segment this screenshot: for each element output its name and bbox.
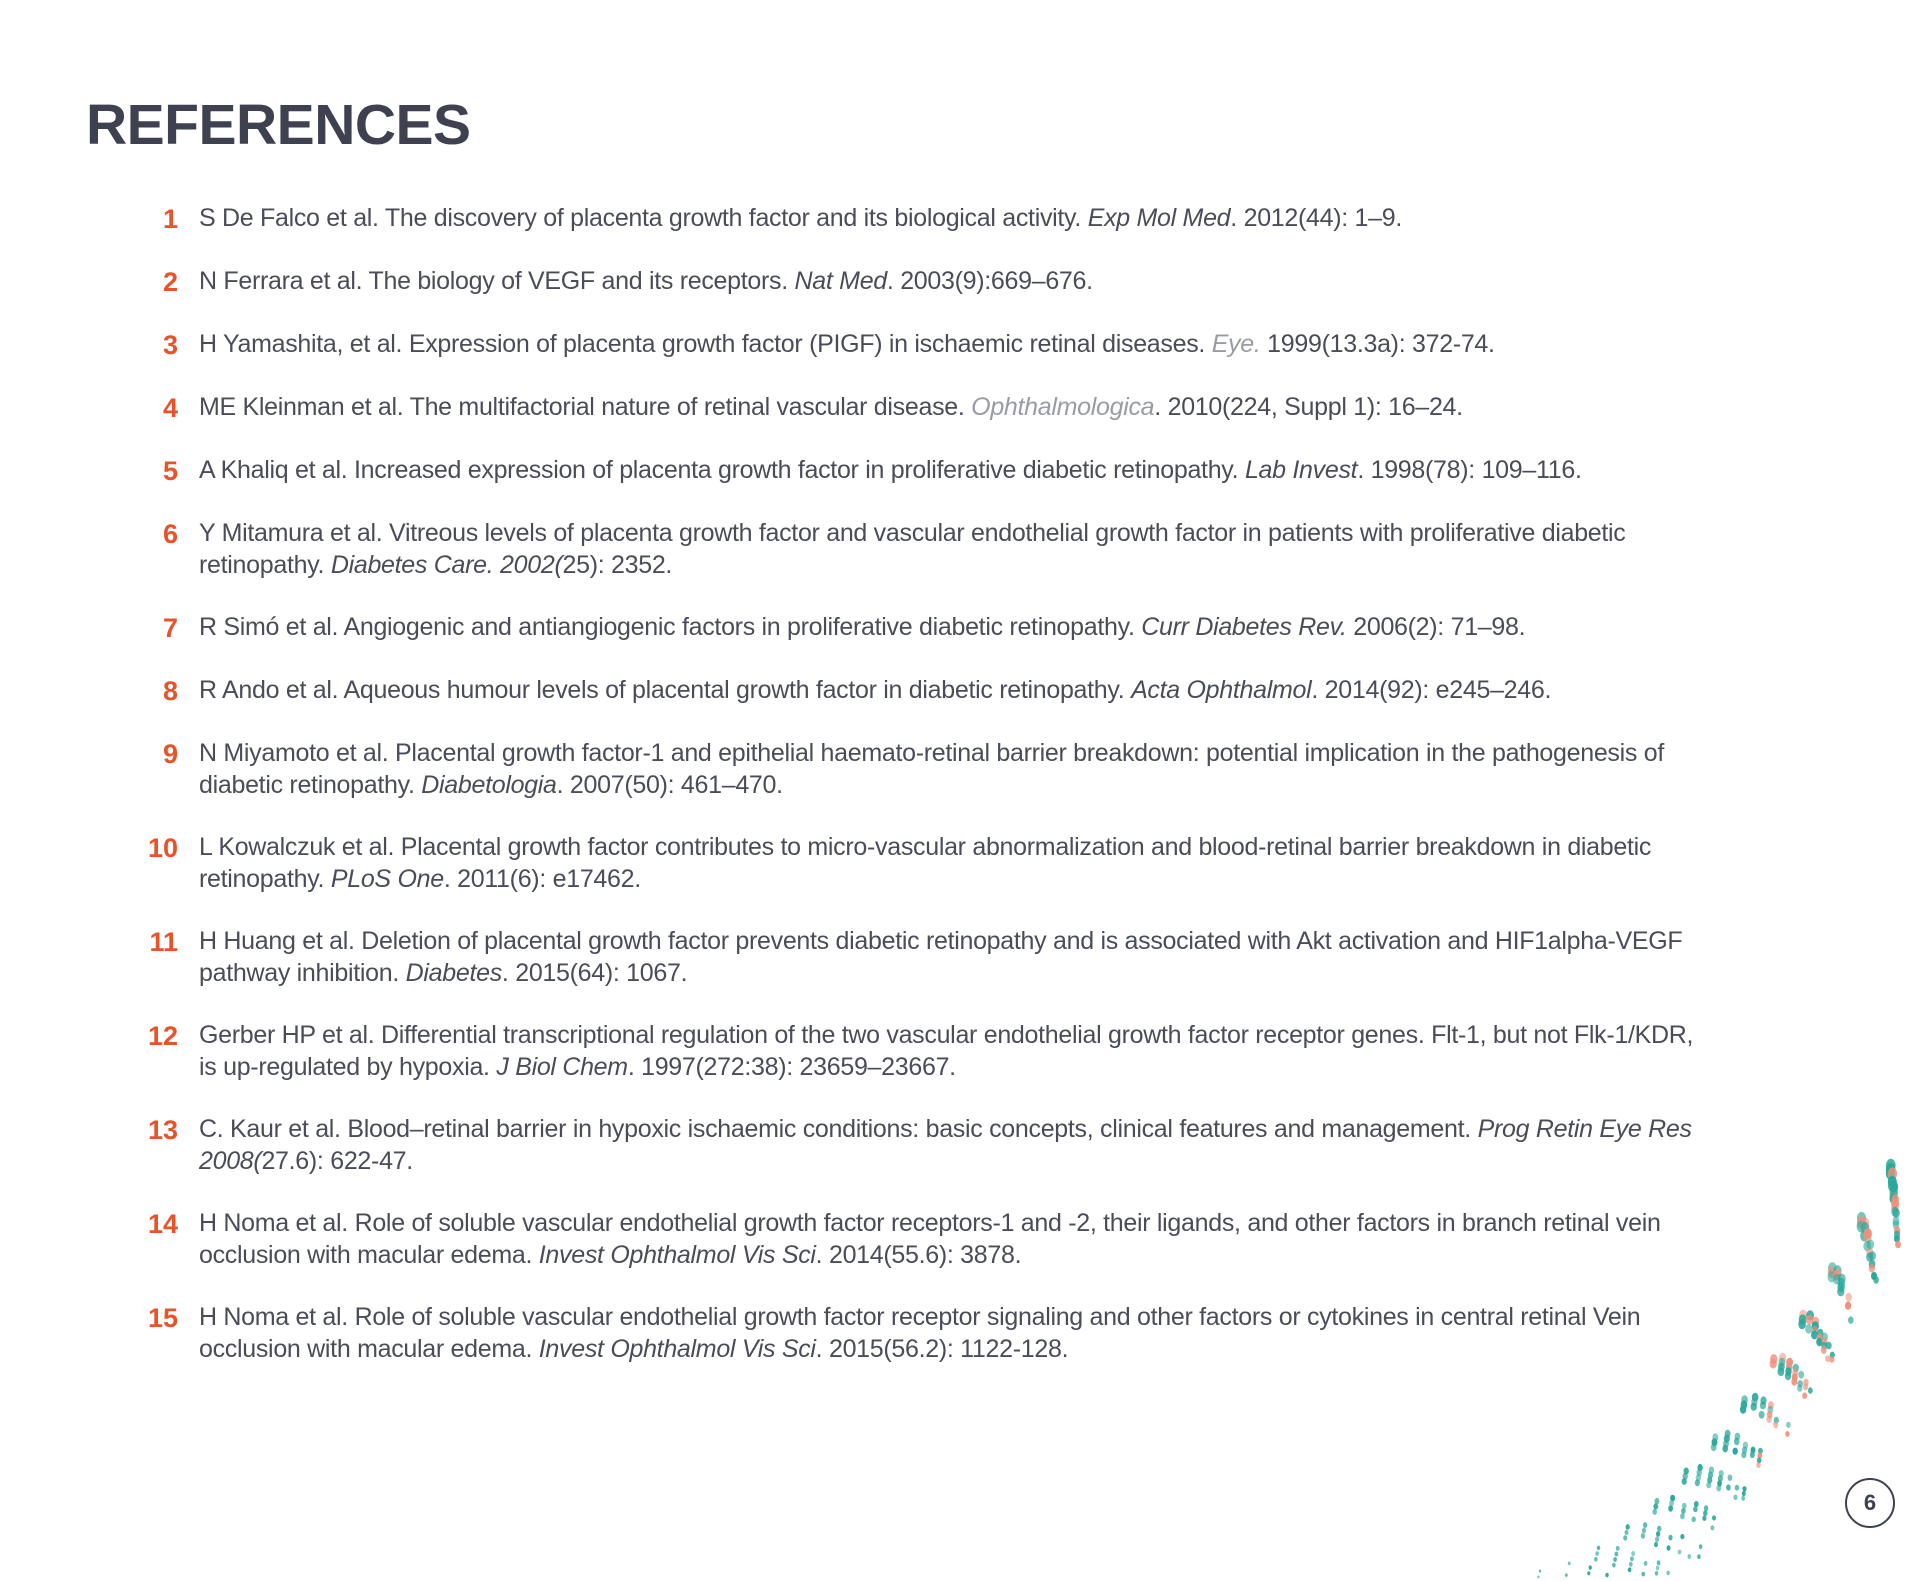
decorative-dot xyxy=(1742,1491,1746,1496)
citation-details: . 2003(9):669–676. xyxy=(886,267,1093,295)
decorative-dot xyxy=(1805,1324,1812,1334)
reference-item-7 xyxy=(138,612,1698,644)
decorative-dot xyxy=(1821,1346,1827,1354)
decorative-dot xyxy=(1785,1431,1789,1437)
decorative-dot xyxy=(1657,1560,1661,1565)
citation-text: A Khaliq et al. Increased expression of placenta growth factor in proliferative diabetic retinopathy. xyxy=(199,456,1245,484)
decorative-dot xyxy=(1873,1276,1879,1284)
decorative-dot xyxy=(1728,1475,1733,1481)
decorative-dot xyxy=(1626,1524,1630,1530)
decorative-dot xyxy=(1667,1571,1670,1576)
decorative-dot xyxy=(1742,1486,1746,1491)
decorative-dot xyxy=(1786,1422,1791,1428)
decorative-dot xyxy=(1688,1554,1692,1559)
decorative-dot xyxy=(1845,1293,1852,1302)
decorative-dot xyxy=(1628,1567,1632,1572)
reference-citation xyxy=(199,329,1698,361)
reference-citation xyxy=(199,612,1698,644)
reference-number: 11 xyxy=(149,927,178,957)
citation-text: R Simó et al. Angiogenic and antiangiogenic factors in proliferative diabetic retinopathy. xyxy=(199,613,1142,641)
reference-citation xyxy=(199,266,1698,298)
decorative-dot xyxy=(1699,1544,1703,1549)
decorative-dot xyxy=(1735,1485,1739,1491)
decorative-dot xyxy=(1565,1573,1568,1577)
reference-number: 9 xyxy=(162,739,178,769)
citation-text: C. Kaur et al. Blood–retinal barrier in hypoxic ischaemic conditions: basic concepts, clinical features and management. xyxy=(199,1115,1478,1143)
citation-details: . 2007(50): 461–470. xyxy=(556,770,783,799)
decorative-dot xyxy=(1711,1443,1717,1451)
reference-item-4 xyxy=(138,392,1698,424)
decorative-dot xyxy=(1594,1557,1597,1562)
decorative-dot xyxy=(1759,1411,1765,1419)
reference-citation xyxy=(199,203,1698,235)
reference-item-1 xyxy=(138,203,1698,235)
decorative-dot xyxy=(1829,1356,1834,1363)
decorative-dot xyxy=(1595,1551,1598,1556)
citation-details: . 2014(92): e245–246. xyxy=(1311,676,1552,704)
decorative-dot xyxy=(1668,1505,1673,1511)
decorative-dot xyxy=(1703,1510,1707,1516)
decorative-dot xyxy=(1778,1367,1785,1376)
decorative-dot xyxy=(1837,1287,1844,1297)
citation-details: . 2015(56.2): 1122-128. xyxy=(815,1334,1069,1363)
decorative-dot xyxy=(1537,1576,1539,1579)
decorative-dot xyxy=(1654,1542,1658,1547)
decorative-dot xyxy=(1605,1573,1608,1578)
citation-details: . 2011(6): e17462. xyxy=(443,864,641,893)
journal-name: Diabetes xyxy=(405,958,502,987)
citation-text: N Ferrara et al. The biology of VEGF and its receptors. xyxy=(199,267,795,295)
decorative-dot xyxy=(1656,1531,1660,1537)
citation-details: . 2015(64): 1067. xyxy=(501,958,688,987)
reference-number: 15 xyxy=(147,1303,178,1333)
journal-name: Prog Retin Eye Res 2008( xyxy=(199,1115,1692,1175)
decorative-dot xyxy=(1734,1438,1740,1446)
decorative-dot xyxy=(1750,1452,1755,1459)
decorative-dot xyxy=(1751,1403,1757,1411)
decorative-dot xyxy=(1568,1562,1571,1566)
reference-number: 10 xyxy=(147,833,178,863)
journal-name: Curr Diabetes Rev. xyxy=(1141,613,1347,641)
decorative-dot xyxy=(1667,1545,1671,1550)
reference-number: 14 xyxy=(147,1209,178,1239)
decorative-dot xyxy=(1704,1505,1708,1511)
decorative-dot xyxy=(1655,1536,1659,1542)
decorative-dot xyxy=(1869,1264,1875,1273)
decorative-dot xyxy=(1806,1315,1814,1325)
decorative-dot xyxy=(1644,1561,1648,1566)
reference-number: 5 xyxy=(162,456,178,486)
decorative-dot xyxy=(1803,1383,1808,1390)
journal-name: Exp Mol Med xyxy=(1087,204,1231,232)
reference-citation xyxy=(199,738,1698,801)
decorative-dot xyxy=(1653,1503,1658,1509)
decorative-dot xyxy=(1615,1552,1619,1557)
decorative-dot xyxy=(1791,1378,1797,1386)
decorative-dot xyxy=(1642,1572,1646,1577)
decorative-dot xyxy=(1773,1421,1778,1428)
decorative-dot xyxy=(1798,1371,1804,1379)
decorative-dot xyxy=(1695,1479,1700,1486)
decorative-dot xyxy=(1631,1551,1635,1556)
reference-citation xyxy=(199,1020,1698,1083)
decorative-dot xyxy=(1722,1445,1728,1453)
reference-item-11 xyxy=(138,926,1698,989)
reference-item-14 xyxy=(138,1208,1698,1271)
decorative-dot xyxy=(1643,1522,1647,1528)
reference-citation xyxy=(199,392,1698,424)
decorative-dot xyxy=(1589,1565,1592,1569)
citation-details: . 2010(224, Suppl 1): 16–24. xyxy=(1154,393,1463,421)
citation-text: H Huang et al. Deletion of placental growth factor prevents diabetic retinopathy and is associated with Akt activation and HIF1alpha-VEGF pathway inhibition. xyxy=(199,927,1683,987)
reference-number: 1 xyxy=(162,204,178,234)
journal-name: PLoS One xyxy=(330,864,444,893)
decorative-dot xyxy=(1869,1251,1876,1260)
reference-citation xyxy=(199,1302,1698,1365)
citation-text: S De Falco et al. The discovery of placenta growth factor and its biological activity. xyxy=(199,204,1088,232)
reference-citation xyxy=(199,1114,1698,1177)
decorative-dot xyxy=(1845,1302,1851,1310)
journal-name: Lab Invest xyxy=(1244,456,1358,484)
citation-details: 2006(2): 71–98. xyxy=(1346,613,1526,641)
decorative-dot xyxy=(1797,1385,1802,1392)
reference-item-9 xyxy=(138,738,1698,801)
reference-number: 12 xyxy=(147,1021,178,1051)
decorative-dot xyxy=(1680,1513,1685,1519)
reference-item-6 xyxy=(138,518,1698,581)
decorative-dot xyxy=(1711,1525,1715,1530)
decorative-dot xyxy=(1741,1496,1745,1501)
citation-details: . 2014(55.6): 3878. xyxy=(815,1240,1022,1269)
references-list xyxy=(138,203,1698,1396)
decorative-dot xyxy=(1612,1563,1616,1568)
decorative-dot xyxy=(1642,1528,1646,1534)
citation-details: . 2012(44): 1–9. xyxy=(1230,204,1403,232)
decorative-dot xyxy=(1740,1405,1746,1414)
journal-name: Eye. xyxy=(1211,330,1261,358)
decorative-dot xyxy=(1625,1530,1629,1535)
decorative-dot xyxy=(1678,1550,1682,1555)
citation-details: . 1998(78): 109–116. xyxy=(1357,456,1582,484)
reference-item-12 xyxy=(138,1020,1698,1083)
citation-text: ME Kleinman et al. The multifactorial nature of retinal vascular disease. xyxy=(199,393,972,421)
reference-citation xyxy=(199,518,1698,581)
decorative-dot xyxy=(1692,1516,1696,1522)
reference-item-3 xyxy=(138,329,1698,361)
citation-details: 25): 2352. xyxy=(562,550,673,579)
decorative-dot xyxy=(1655,1498,1660,1504)
decorative-dot xyxy=(1802,1392,1807,1399)
decorative-dot xyxy=(1668,1535,1672,1541)
citation-text: R Ando et al. Aqueous humour levels of placental growth factor in diabetic retinopathy. xyxy=(199,676,1132,704)
citation-text: H Yamashita, et al. Expression of placenta growth factor (PIGF) in ischaemic retinal diseases. xyxy=(199,330,1212,358)
reference-item-10 xyxy=(138,832,1698,895)
reference-item-5 xyxy=(138,455,1698,487)
journal-name: Invest Ophthalmol Vis Sci xyxy=(538,1240,816,1269)
decorative-dot xyxy=(1681,1508,1686,1514)
reference-citation xyxy=(199,455,1698,487)
journal-name: Diabetes Care. 2002( xyxy=(330,550,563,579)
journal-name: Diabetologia xyxy=(421,770,557,799)
citation-details: . 1997(272:38): 23659–23667. xyxy=(627,1052,956,1081)
decorative-dot xyxy=(1702,1515,1706,1521)
citation-details: 1999(13.3a): 372-74. xyxy=(1260,330,1495,358)
reference-number: 6 xyxy=(162,519,178,549)
decorative-dot xyxy=(1785,1372,1791,1380)
journal-name: Acta Ophthalmol xyxy=(1131,676,1312,704)
decorative-dot xyxy=(1623,1535,1627,1540)
decorative-dot xyxy=(1712,1515,1716,1520)
decorative-dot xyxy=(1706,1482,1711,1489)
decorative-dot xyxy=(1726,1484,1731,1490)
decorative-dot xyxy=(1808,1387,1813,1394)
reference-number: 7 xyxy=(162,613,178,643)
decorative-dot xyxy=(1826,1342,1832,1350)
page-number-badge: 6 xyxy=(1845,1478,1895,1528)
decorative-dot xyxy=(1641,1533,1645,1539)
citation-text: H Noma et al. Role of soluble vascular endothelial growth factor receptor signaling and other factors or cytokines in central retinal Vein occlusion with macular edema. xyxy=(199,1303,1641,1363)
decorative-dot xyxy=(1733,1448,1738,1455)
citation-text: L Kowalczuk et al. Placental growth factor contributes to micro-vascular abnormalization and blood-retinal barrier breakdown in diabetic retinopathy. xyxy=(199,833,1652,893)
decorative-dot xyxy=(1682,1478,1687,1485)
decorative-dot xyxy=(1587,1571,1590,1575)
decorative-dot xyxy=(1895,1241,1901,1249)
decorative-dot xyxy=(1716,1485,1721,1491)
decorative-dot xyxy=(1798,1319,1806,1329)
decorative-dot xyxy=(1616,1546,1620,1551)
decorative-dot xyxy=(1597,1546,1601,1551)
citation-text: Gerber HP et al. Differential transcriptional regulation of the two vascular endothelial growth factor receptor genes. Flt-1, but not Flk-1/KDR, is up-regulated by hypoxia. xyxy=(199,1021,1694,1081)
decorative-dot xyxy=(1697,1554,1700,1559)
decorative-dot xyxy=(1629,1562,1633,1567)
reference-item-8 xyxy=(138,675,1698,707)
reference-number: 4 xyxy=(162,393,178,423)
citation-text: N Miyamoto et al. Placental growth factor-1 and epithelial haemato-retinal barrier breakdown: potential implication in the pathogenesis of diabetic retinopathy. xyxy=(199,739,1664,799)
decorative-dot xyxy=(1766,1416,1772,1423)
decorative-dot xyxy=(1656,1566,1660,1571)
reference-citation xyxy=(199,675,1698,707)
journal-name: Invest Ophthalmol Vis Sci xyxy=(538,1334,816,1363)
decorative-dot xyxy=(1693,1506,1698,1512)
decorative-dot xyxy=(1613,1557,1617,1562)
journal-name: Nat Med xyxy=(794,267,887,295)
reference-number: 8 xyxy=(162,676,178,706)
decorative-dot xyxy=(1760,1401,1766,1409)
reference-number: 3 xyxy=(162,330,178,360)
reference-item-13 xyxy=(138,1114,1698,1177)
journal-name: Ophthalmologica xyxy=(971,393,1155,421)
decorative-dot xyxy=(1655,1571,1659,1576)
decorative-dot xyxy=(1770,1359,1777,1369)
decorative-dot xyxy=(1733,1495,1737,1501)
decorative-dot xyxy=(1630,1556,1634,1561)
page-title: REFERENCES xyxy=(86,93,471,157)
decorative-dot xyxy=(1741,1452,1746,1459)
reference-citation xyxy=(199,832,1698,895)
decorative-dot xyxy=(1652,1509,1657,1515)
citation-text: H Noma et al. Role of soluble vascular endothelial growth factor receptors-1 and -2, their ligands, and other factors in branch retinal vein occlusion with macular edema. xyxy=(199,1209,1661,1269)
decorative-dot xyxy=(1756,1462,1760,1468)
reference-item-15 xyxy=(138,1302,1698,1365)
reference-item-2 xyxy=(138,266,1698,298)
decorative-dot xyxy=(1680,1534,1684,1539)
reference-citation xyxy=(199,1208,1698,1271)
decorative-dot xyxy=(1539,1570,1541,1573)
decorative-dot xyxy=(1657,1526,1661,1532)
citation-text: Y Mitamura et al. Vitreous levels of placenta growth factor and vascular endothelial growth factor in patients with proliferative diabetic retinopathy. xyxy=(199,519,1626,579)
reference-number: 13 xyxy=(147,1115,178,1145)
reference-number: 2 xyxy=(162,267,178,297)
journal-name: J Biol Chem xyxy=(496,1052,628,1081)
citation-details: 27.6): 622-47. xyxy=(261,1146,413,1175)
decorative-dot xyxy=(1848,1316,1854,1323)
reference-citation xyxy=(199,926,1698,989)
